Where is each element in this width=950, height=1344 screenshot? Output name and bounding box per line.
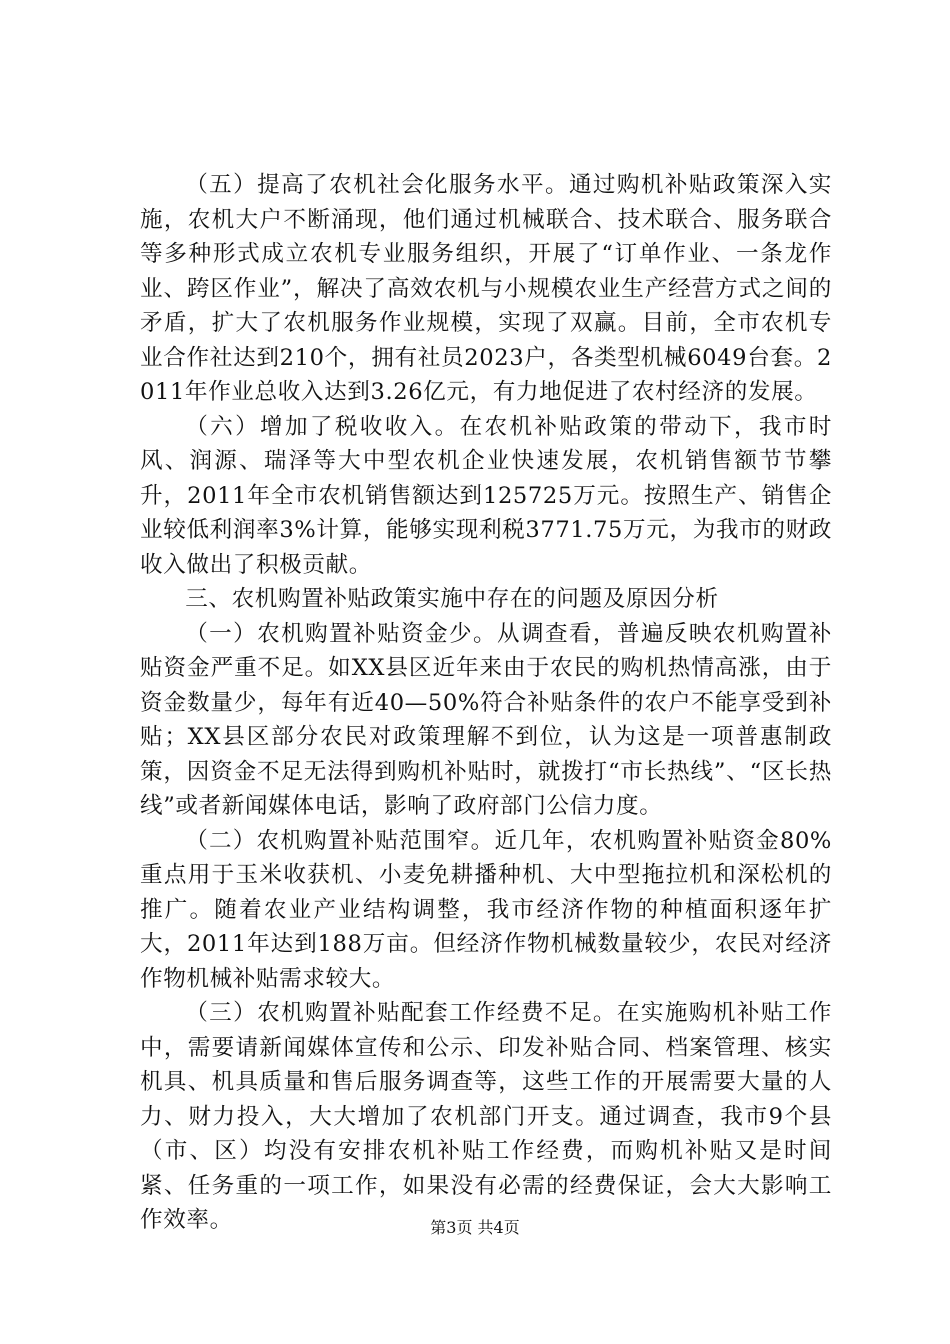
paragraph-section-5: （五）提高了农机社会化服务水平。通过购机补贴政策深入实施，农机大户不断涌现，他们通过机械联合、技术联合、服务联合等多种形式成立农机专业服务组织，开展了“订单作业、一条龙作业、跨区作业”，解决了高效农机与小规模农业生产经营方式之间的矛盾，扩大了农机服务作业规模，实现了双赢。目前，全市农机专业合作社达到210个，拥有社员2023户，各类型机械6049台套。2011年作业总收入达到3.26亿元，有力地促进了农村经济的发展。 [140, 172, 832, 405]
document-body [140, 168, 832, 1238]
paragraph-problem-2: （二）农机购置补贴范围窄。近几年，农机购置补贴资金80%重点用于玉米收获机、小麦免耕播种机、大中型拖拉机和深松机的推广。随着农业产业结构调整，我市经济作物的种植面积逐年扩大，2011年达到188万亩。但经济作物机械数量较少，农民对经济作物机械补贴需求较大。 [140, 827, 832, 992]
page-footer [0, 1217, 950, 1239]
paragraph-problem-3: （三）农机购置补贴配套工作经费不足。在实施购机补贴工作中，需要请新闻媒体宣传和公示、印发补贴合同、档案管理、核实机具、机具质量和售后服务调查等，这些工作的开展需要大量的人力、财力投入，大大增加了农机部门开支。通过调查，我市9个县（市、区）均没有安排农机补贴工作经费，而购机补贴又是时间紧、任务重的一项工作，如果没有必需的经费保证，会大大影响工作效率。 [140, 1000, 832, 1233]
paragraph-section-6: （六）增加了税收收入。在农机补贴政策的带动下，我市时风、润源、瑞泽等大中型农机企业快速发展，农机销售额节节攀升，2011年全市农机销售额达到125725万元。按照生产、销售企业较低利润率3%计算，能够实现利税3771.75万元，为我市的财政收入做出了积极贡献。 [140, 413, 832, 578]
page-number: 第3页 共4页 [430, 1218, 520, 1237]
paragraph-problem-1: （一）农机购置补贴资金少。从调查看，普遍反映农机购置补贴资金严重不足。如XX县区近年来由于农民的购机热情高涨，由于资金数量少，每年有近40—50%符合补贴条件的农户不能享受到补贴；XX县区部分农民对政策理解不到位，认为这是一项普惠制政策，因资金不足无法得到购机补贴时，就拨打“市长热线”、“区长热线”或者新闻媒体电话，影响了政府部门公信力度。 [140, 620, 832, 819]
section-heading-3: 三、农机购置补贴政策实施中存在的问题及原因分析 [185, 586, 719, 612]
